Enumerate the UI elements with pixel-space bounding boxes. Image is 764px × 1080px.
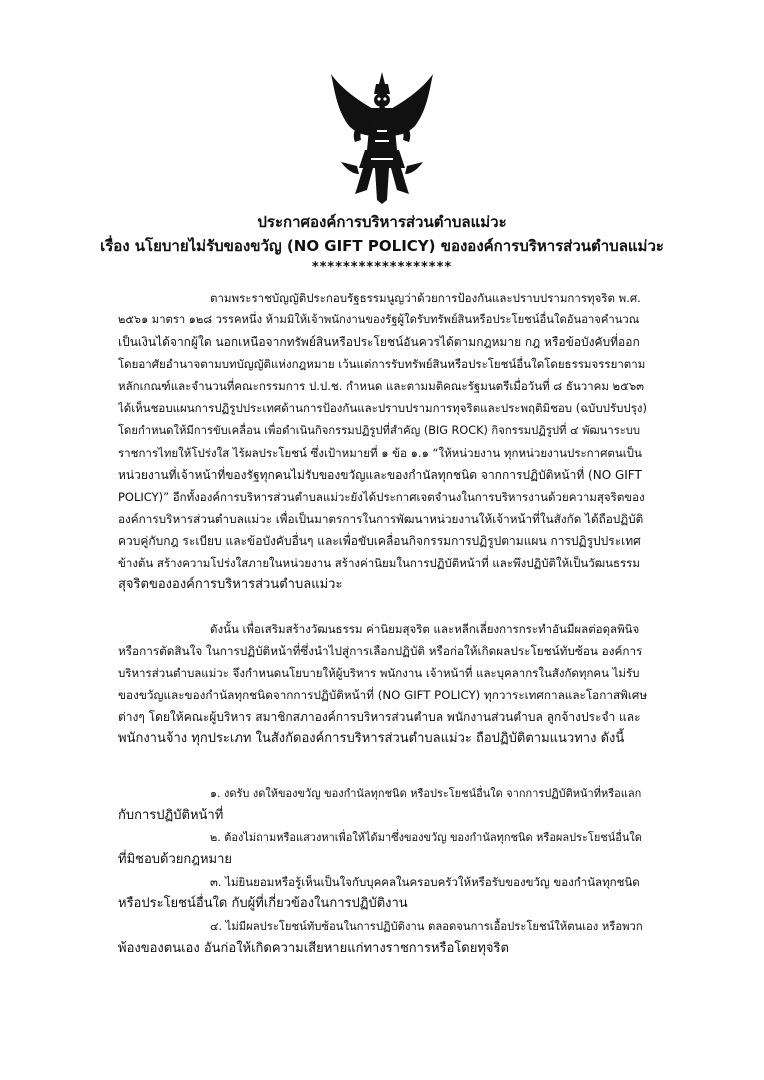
paragraph-line: ตามพระราชบัญญัติประกอบรัฐธรรมนูญว่าด้วยการป้องกันและปราบปรามการทุจริต พ.ศ. (210, 291, 641, 305)
paragraph-line: หลักเกณฑ์และจำนวนที่คณะกรรมการ ป.ป.ช. กำหนด และตามมติคณะรัฐมนตรีเมื่อวันที่ ๘ ธันวาคม ๒๕๖๓ (118, 379, 645, 394)
paragraph-line: โดยอาศัยอำนาจตามบทบัญญัติแห่งกฎหมาย เว้นแต่การรับทรัพย์สินหรือประโยชน์อื่นใดโดยธรรมจรรยาตาม (118, 357, 646, 372)
paragraph-line: สุจริตขององค์การบริหารส่วนตำบลแม่วะ (118, 577, 343, 593)
guideline-item-3-cont: หรือประโยชน์อื่นใด กับผู้ที่เกี่ยวข้องในการปฏิบัติงาน (118, 896, 408, 912)
paragraph-line: โดยกำหนดให้มีการขับเคลื่อน เพื่อดำเนินกิจกรรมปฏิรูปที่สำคัญ (BIG ROCK) กิจกรรมปฏิรูปที่ ๔ พัฒนาระบบ (118, 423, 641, 437)
paragraph-line: ข้างต้น สร้างความโปร่งใสภายในหน่วยงาน สร้างค่านิยมในการปฏิบัติหน้าที่ และพึงปฏิบัติให้เป็นวัฒนธรรม (118, 556, 640, 571)
paragraph-line: ได้เห็นชอบแผนการปฏิรูปประเทศด้านการป้องกันและปราบปรามการทุจริตและประพฤติมิชอบ (ฉบับปรับปรุง) (118, 401, 648, 416)
paragraph-line: พนักงานจ้าง ทุกประเภท ในสังกัดองค์การบริหารส่วนตำบลแม่วะ ถือปฏิบัติตามแนวทาง ดังนี้ (118, 731, 625, 747)
guideline-list (118, 783, 648, 960)
paragraph-line: หรือการตัดสินใจ ในการปฏิบัติหน้าที่ซึ่งนำไปสู่การเลือกปฏิบัติ หรือก่อให้เกิดผลประโยชน์ทับซ้อน องค์การ (118, 644, 643, 659)
title-separator: ****************** (311, 260, 453, 275)
paragraph-line: องค์การบริหารส่วนตำบลแม่วะ เพื่อเป็นมาตรการในการพัฒนาหน่วยงานให้เจ้าหน้าที่ในสังกัด ได้ถือปฏิบัติ (118, 511, 644, 526)
guideline-item-3: ๓. ไม่ยินยอมหรือรู้เห็นเป็นใจกับบุคคลในครอบครัวให้หรือรับของขวัญ ของกำนัลทุกชนิด (210, 875, 640, 890)
paragraph-line: ของขวัญและของกำนัลทุกชนิดจากการปฏิบัติหน้าที่ (NO GIFT POLICY) ทุกวาระเทศกาลและโอกาสพิเศษ (118, 688, 648, 703)
announcement-title: ประกาศองค์การบริหารส่วนตำบลแม่วะ (257, 213, 507, 231)
paragraph-line: POLICY)” อีกทั้งองค์การบริหารส่วนตำบลแม่วะยังได้ประกาศเจตจำนงในการบริหารงานด้วยความสุจริตของ (118, 489, 645, 504)
paragraph-line: หน่วยงานที่เจ้าหน้าที่ของรัฐทุกคนไม่รับของขวัญและของกำนัลทุกชนิด จากการปฏิบัติหน้าที่ (NO GIFT (118, 467, 642, 482)
paragraph-preamble (118, 287, 648, 596)
paragraph-line: ๒๕๖๑ มาตรา ๑๒๘ วรรคหนึ่ง ห้ามมิให้เจ้าพนักงานของรัฐผู้ใดรับทรัพย์สินหรือประโยชน์อื่นใดอันอาจคำนวณ (118, 313, 640, 327)
garuda-emblem (327, 70, 437, 205)
paragraph-line: ควบคู่กับกฎ ระเบียบ และข้อบังคับอื่นๆ และเพื่อขับเคลื่อนกิจกรรมการปฏิรูปตามแผน การปฏิรูปประเทศ (118, 534, 641, 549)
guideline-item-4-cont: พ้องของตนเอง อันก่อให้เกิดความเสียหายแก่ทางราชการหรือโดยทุจริต (118, 940, 509, 956)
paragraph-line: เป็นเงินได้จากผู้ใด นอกเหนือจากทรัพย์สินหรือประโยชน์อันควรได้ตามกฎหมาย กฎ หรือข้อบังคับที่ออก (118, 335, 640, 350)
paragraph-line: ราชการไทยให้โปร่งใส ไร้ผลประโยชน์ ซึ่งเป้าหมายที่ ๑ ข้อ ๑.๑ “ให้หน่วยงาน ทุกหน่วยงานประกาศตนเป็น (118, 445, 642, 460)
garuda-emblem-icon (327, 70, 437, 205)
guideline-item-4: ๔. ไม่มีผลประโยชน์ทับซ้อนในการปฏิบัติงาน ตลอดจนการเอื้อประโยชน์ให้ตนเอง หรือพวก (210, 919, 643, 933)
guideline-item-1-cont: กับการปฏิบัติหน้าที่ (118, 808, 224, 824)
paragraph-line: บริหารส่วนตำบลแม่วะ จึงกำหนดนโยบายให้ผู้บริหาร พนักงาน เจ้าหน้าที่ และบุคลากรในสังกัดทุกคน ไม่รับ (118, 666, 640, 681)
guideline-item-2: ๒. ต้องไม่ถามหรือแสวงหาเพื่อให้ได้มาซึ่งของขวัญ ของกำนัลทุกชนิด หรือผลประโยชน์อื่นใด (210, 831, 642, 845)
guideline-item-1: ๑. งดรับ งดให้ของขวัญ ของกำนัลทุกชนิด หรือประโยชน์อื่นใด จากการปฏิบัติหน้าที่หรือแลก (210, 787, 642, 800)
paragraph-line: ต่างๆ โดยให้คณะผู้บริหาร สมาชิกสภาองค์การบริหารส่วนตำบล พนักงานส่วนตำบล ลูกจ้างประจำ และ (118, 710, 641, 725)
paragraph-policy (118, 618, 648, 751)
guideline-item-2-cont: ที่มิชอบด้วยกฎหมาย (118, 852, 233, 868)
paragraph-line: ดังนั้น เพื่อเสริมสร้างวัฒนธรรม ค่านิยมสุจริต และหลีกเลี่ยงการกระทำอันมีผลต่อดุลพินิจ (210, 622, 640, 636)
announcement-subject: เรื่อง นโยบายไม่รับของขวัญ (NO GIFT POLICY) ขององค์การบริหารส่วนตำบลแม่วะ (100, 237, 664, 255)
